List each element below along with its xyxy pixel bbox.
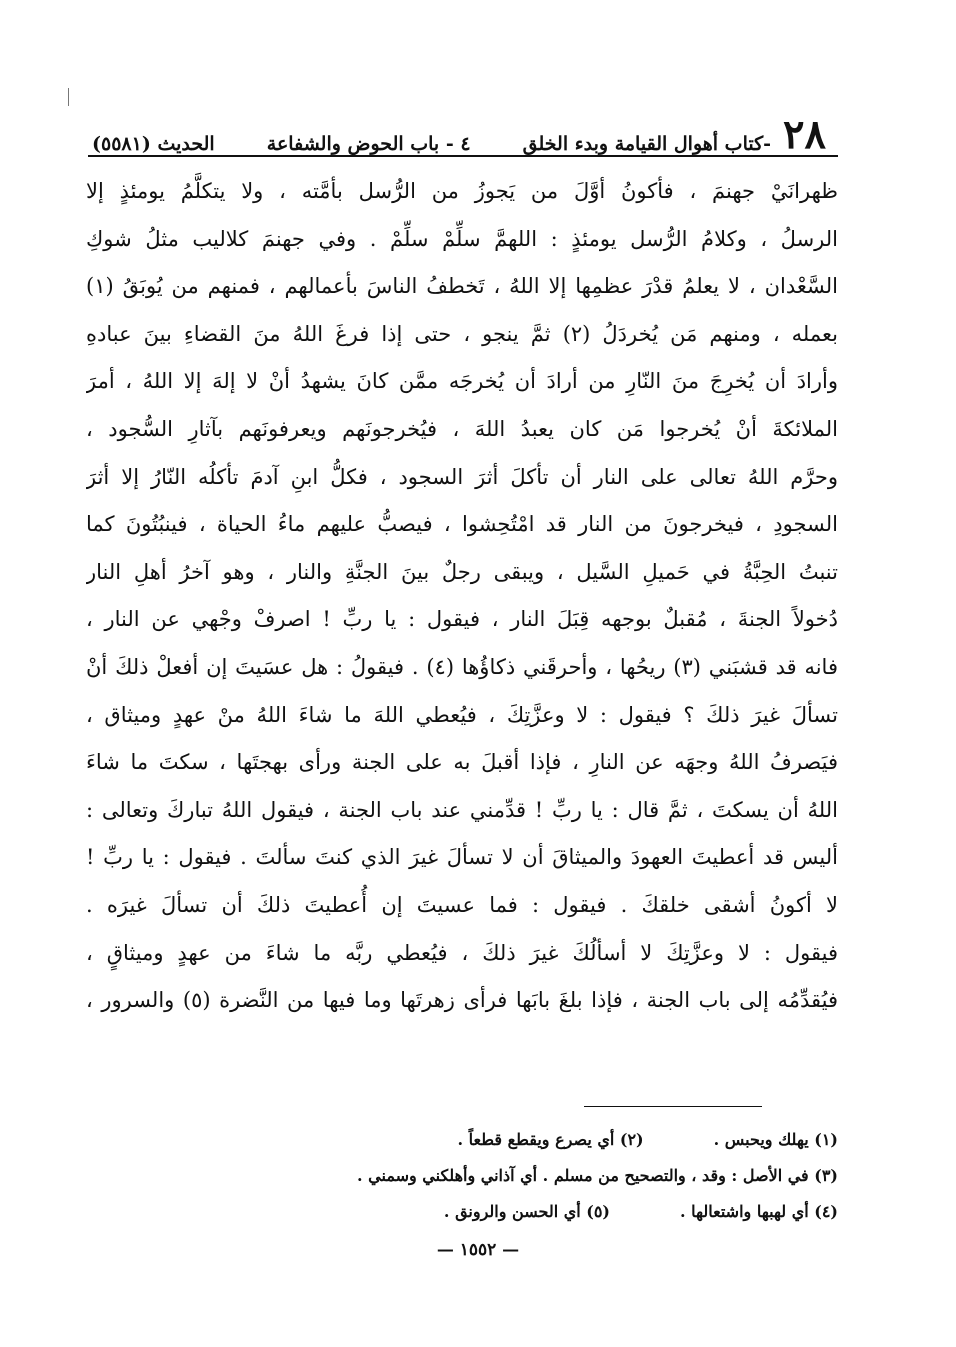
footnote-2: (٢) أي يصرع ويقطع قطعاً . [457, 1130, 644, 1149]
main-text [86, 168, 838, 1025]
text-line: السجودِ ، فيخرجونَ من النار قد امْتُحِشوا ، فيصبُّ عليهم ماءُ الحياة ، فينبُتُونَ كما [86, 512, 838, 537]
text-line: فيَصرفُ اللهُ وجهَه عن النارِ ، فإذا أقبلَ به على الجنة ورأى بهجتَها ، سكتَ ما شاءَ [86, 750, 838, 775]
text-line: الملائكةَ أنْ يُخرجوا مَن كان يعبدُ اللهَ ، فيُخرجونَهم ويعرفونَهم بآثارِ السُّجود ، [86, 416, 838, 441]
text-line: دُخولاً الجنةَ ، مُقبلٌ بوجهه قِبَلَ النار ، فيقول : يا ربِّ ! اصرفْ وجْهي عن النار ، [86, 607, 838, 632]
text-line: تنبتُ الحِبَّةُ في حَميلِ السَّيل ، ويبقى رجلٌ بينَ الجنَّةِ والنار ، وهو آخرُ أهلِ النار [86, 559, 838, 584]
text-line: اللهُ أن يسكتَ ، ثمَّ قال : يا ربِّ ! قدِّمني عند باب الجنة ، فيقول اللهُ تباركَ وتعالى : [86, 797, 838, 822]
text-line: ظهرانَيْ جهنمَ ، فأكونُ أوَّلَ من يَجوزُ من الرُّسل بأمَّته ، ولا يتكلَّمُ يومئذٍ إلا [86, 179, 838, 203]
text-line: بعمله ، ومنهم مَن يُخردَلُ (٢) ثمَّ ينجو ، حتى إذا فرغَ اللهُ منَ القضاءِ بينَ عبادهِ [86, 321, 838, 346]
text-line: فيُقدِّمُه إلى باب الجنة ، فإذا بلغَ بابَها فرأى زهرتَها وما فيها من النَّضرة (٥) والسرور ، [86, 988, 838, 1013]
text-line: فيقول : لا وعزَّتِكَ لا أسألُكَ غيرَ ذلكَ ، فيُعطي ربَّه ما شاءَ من عهدٍ وميثاقٍ ، [86, 940, 838, 965]
text-line: وحرَّم اللهُ تعالى على النار أن تأكلَ أثرَ السجود ، فكلُّ ابنِ آدمَ تأكلُه النّارُ إلا أثرَ [86, 464, 838, 489]
text-line: أليس قد أعطيتَ العهودَ والميثاقَ أن لا تسألَ غيرَ الذي كنتَ سألتَ . فيقول : يا ربِّ ! [86, 845, 838, 870]
text-line: الرسلُ ، وكلامُ الرُّسل يومئذٍ : اللهمَّ سلِّمْ سلِّمْ . وفي جهنمَ كلاليب مثلُ شوكِ [86, 226, 838, 251]
margin-mark [68, 88, 69, 106]
footnote-row [240, 1122, 838, 1158]
section-title: ٤ - باب الحوض والشفاعة [266, 133, 471, 155]
text-line: السَّعْدان ، لا يعلمُ قدْرَ عظمِها إلا اللهُ ، تَخطفُ الناسَ بأعمالهم ، فمنهم من يُوبَقُ (١) [86, 274, 838, 299]
footnote-1: (١) يهلك ويحبس . [713, 1130, 838, 1149]
running-header [92, 95, 826, 158]
header-divider [88, 155, 838, 157]
footnote-3: (٣) في الأصل : وقد ، والتصحيح من مسلم . أي آذاني وأهلكني وسمني . [357, 1166, 838, 1185]
text-line: فانه قد قشبَني (٣) ريحُها ، وأحرقَني ذكاؤُها (٤) . فيقولُ : هل عسَيتَ إن أفعلْ ذلكَ أنْ [86, 654, 838, 679]
text-line: وأرادَ أن يُخرِجَ منَ النّارِ من أرادَ أن يُخرجَه ممَّن كانَ يشهدُ أنْ لا إلهَ إلا اللهُ ، أمرَ [86, 369, 838, 394]
text-line: لا أكونُ أشقى خلقكَ . فيقول : فما عسيتَ إن أُعطيتَ ذلكَ أن تسألَ غيرَه . [86, 892, 838, 917]
footnote-row [240, 1158, 838, 1194]
footnote-5: (٥) أي الحسن والرونق . [443, 1202, 610, 1221]
chapter-number: ٢٨ [783, 111, 826, 158]
text-line: تسألَ غيرَ ذلكَ ؟ فيقول : لا وعزَّتِكَ ، فيُعطي اللهَ ما شاءَ اللهُ منْ عهدٍ وميثاق ، [86, 702, 838, 727]
footnote-divider [584, 1106, 762, 1107]
page-number: — ١٥٥٢ — [436, 1240, 520, 1260]
footnote-row [240, 1194, 838, 1230]
header-title-group [522, 111, 826, 158]
footnotes [240, 1122, 838, 1230]
book-title: -كتاب أهوال القيامة وبدء الخلق [522, 133, 772, 155]
hadith-number: الحديث (٥٥٨١) [92, 133, 215, 155]
footnote-4: (٤) أي لهبها واشتعالها . [679, 1202, 838, 1221]
